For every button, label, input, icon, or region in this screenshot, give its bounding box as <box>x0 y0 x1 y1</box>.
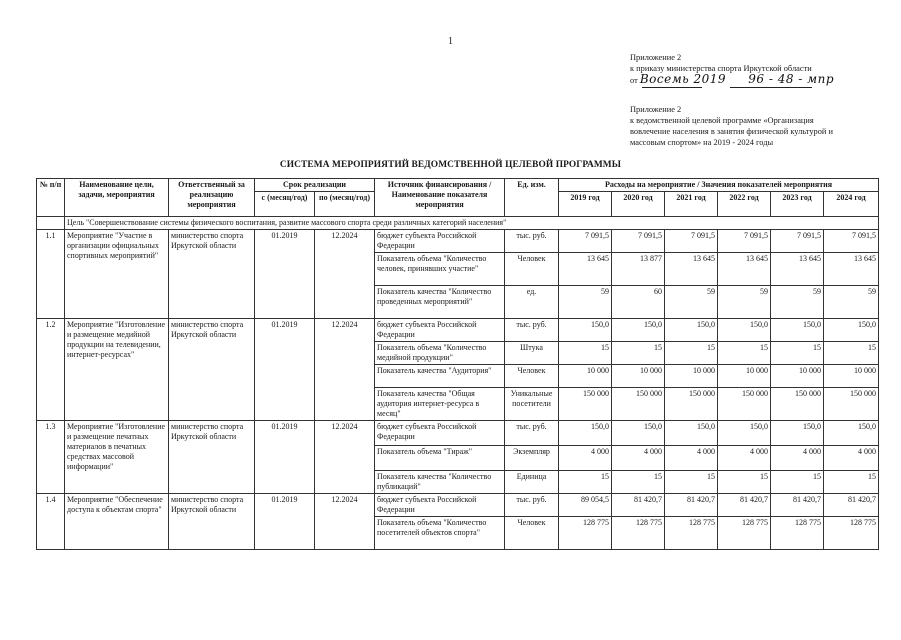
row-unit: Человек <box>505 517 559 550</box>
row-source: Показатель объема "Количество человек, принявших участие" <box>375 253 505 286</box>
value-cell: 10 000 <box>824 365 879 388</box>
value-cell: 150,0 <box>824 421 879 446</box>
activity-num: 1.4 <box>37 494 65 550</box>
activity-name: Мероприятие "Изготовление и размещение печатных материалов в печатных средствах массовой информации" <box>65 421 169 494</box>
value-cell: 150 000 <box>665 388 718 421</box>
value-cell: 13 645 <box>718 253 771 286</box>
value-cell: 13 645 <box>824 253 879 286</box>
header-year: 2023 год <box>771 192 824 217</box>
goal-text: Цель "Совершенствование системы физического воспитания, развитие массового спорта среди различных категорий населения" <box>65 217 879 230</box>
value-cell: 15 <box>824 342 879 365</box>
activity-from: 01.2019 <box>255 494 315 550</box>
value-cell: 15 <box>559 471 612 494</box>
appendix-order-title: Приложение 2 <box>630 53 682 62</box>
table-row <box>37 494 879 517</box>
value-cell: 150,0 <box>612 319 665 342</box>
value-cell: 15 <box>718 342 771 365</box>
row-source: Показатель качества "Общая аудитория интернет-ресурса в месяц" <box>375 388 505 421</box>
value-cell: 59 <box>771 286 824 319</box>
appendix-program-line-1: к ведомственной целевой программе «Организация <box>630 116 814 125</box>
value-cell: 15 <box>665 471 718 494</box>
header-term-to: по (месяц/год) <box>315 192 375 217</box>
value-cell: 150,0 <box>824 319 879 342</box>
value-cell: 59 <box>718 286 771 319</box>
activity-to: 12.2024 <box>315 494 375 550</box>
header-num: № п/п <box>37 179 65 217</box>
value-cell: 128 775 <box>612 517 665 550</box>
value-cell: 128 775 <box>718 517 771 550</box>
value-cell: 15 <box>612 342 665 365</box>
appendix-program-title: Приложение 2 <box>630 105 682 114</box>
value-cell: 128 775 <box>559 517 612 550</box>
value-cell: 4 000 <box>665 446 718 471</box>
order-date-prefix: от <box>630 76 638 85</box>
header-term: Срок реализации <box>255 179 375 192</box>
row-unit: Человек <box>505 253 559 286</box>
handwritten-order-date: Восемь 2019 <box>639 72 727 86</box>
value-cell: 150,0 <box>665 319 718 342</box>
activity-responsible: министерство спорта Иркутской области <box>169 230 255 319</box>
value-cell: 150,0 <box>718 319 771 342</box>
value-cell: 13 645 <box>771 253 824 286</box>
value-cell: 7 091,5 <box>665 230 718 253</box>
activity-from: 01.2019 <box>255 421 315 494</box>
activity-responsible: министерство спорта Иркутской области <box>169 421 255 494</box>
value-cell: 150,0 <box>771 319 824 342</box>
activity-num: 1.3 <box>37 421 65 494</box>
row-unit: ед. <box>505 286 559 319</box>
activity-responsible: министерство спорта Иркутской области <box>169 494 255 550</box>
value-cell: 10 000 <box>718 365 771 388</box>
row-source: Показатель качества "Количество проведенных мероприятий" <box>375 286 505 319</box>
value-cell: 15 <box>665 342 718 365</box>
value-cell: 150 000 <box>718 388 771 421</box>
row-unit: тыс. руб. <box>505 319 559 342</box>
number-underline <box>730 87 812 88</box>
page-number: 1 <box>448 36 453 47</box>
value-cell: 15 <box>771 342 824 365</box>
value-cell: 150 000 <box>559 388 612 421</box>
row-unit: Человек <box>505 365 559 388</box>
header-year: 2019 год <box>559 192 612 217</box>
row-unit: тыс. руб. <box>505 230 559 253</box>
handwritten-order-number: 96 - 48 - мпр <box>748 72 834 86</box>
date-underline <box>642 87 702 88</box>
header-source: Источник финансирования / Наименование показателя мероприятия <box>375 179 505 217</box>
value-cell: 81 420,7 <box>771 494 824 517</box>
activity-name: Мероприятие "Обеспечение доступа к объектам спорта" <box>65 494 169 550</box>
activity-from: 01.2019 <box>255 319 315 421</box>
table-row <box>37 230 879 253</box>
value-cell: 59 <box>824 286 879 319</box>
activity-to: 12.2024 <box>315 230 375 319</box>
header-responsible: Ответственный за реализацию мероприятия <box>169 179 255 217</box>
value-cell: 81 420,7 <box>665 494 718 517</box>
value-cell: 10 000 <box>612 365 665 388</box>
value-cell: 128 775 <box>771 517 824 550</box>
table-row <box>37 421 879 446</box>
activity-num: 1.1 <box>37 230 65 319</box>
value-cell: 7 091,5 <box>612 230 665 253</box>
value-cell: 81 420,7 <box>824 494 879 517</box>
value-cell: 150 000 <box>612 388 665 421</box>
value-cell: 128 775 <box>665 517 718 550</box>
value-cell: 7 091,5 <box>824 230 879 253</box>
value-cell: 15 <box>824 471 879 494</box>
row-unit: Уникальные посетители <box>505 388 559 421</box>
header-year: 2021 год <box>665 192 718 217</box>
value-cell: 15 <box>771 471 824 494</box>
row-source: Показатель качества "Аудитория" <box>375 365 505 388</box>
value-cell: 60 <box>612 286 665 319</box>
value-cell: 10 000 <box>771 365 824 388</box>
value-cell: 10 000 <box>559 365 612 388</box>
header-year: 2022 год <box>718 192 771 217</box>
value-cell: 4 000 <box>718 446 771 471</box>
value-cell: 15 <box>559 342 612 365</box>
value-cell: 150,0 <box>612 421 665 446</box>
goal-row <box>37 217 879 230</box>
document-title: СИСТЕМА МЕРОПРИЯТИЙ ВЕДОМСТВЕННОЙ ЦЕЛЕВОЙ ПРОГРАММЫ <box>279 160 622 170</box>
header-unit: Ед. изм. <box>505 179 559 217</box>
row-source: бюджет субъекта Российской Федерации <box>375 319 505 342</box>
order-date-line <box>630 74 834 88</box>
value-cell: 13 645 <box>665 253 718 286</box>
appendix-program-line-2: вовлечение населения в занятия физической культурой и <box>630 127 833 136</box>
value-cell: 59 <box>665 286 718 319</box>
header-year: 2020 год <box>612 192 665 217</box>
value-cell: 13 877 <box>612 253 665 286</box>
activity-to: 12.2024 <box>315 421 375 494</box>
activity-from: 01.2019 <box>255 230 315 319</box>
value-cell: 4 000 <box>771 446 824 471</box>
row-source: Показатель объема "Количество посетителей объектов спорта" <box>375 517 505 550</box>
row-source: Показатель объема "Количество медийной продукции" <box>375 342 505 365</box>
value-cell: 128 775 <box>824 517 879 550</box>
appendix-program-block <box>630 104 880 148</box>
value-cell: 150,0 <box>718 421 771 446</box>
value-cell: 81 420,7 <box>612 494 665 517</box>
value-cell: 150,0 <box>559 421 612 446</box>
row-source: бюджет субъекта Российской Федерации <box>375 494 505 517</box>
row-unit: тыс. руб. <box>505 421 559 446</box>
value-cell: 4 000 <box>612 446 665 471</box>
value-cell: 7 091,5 <box>718 230 771 253</box>
value-cell: 13 645 <box>559 253 612 286</box>
value-cell: 15 <box>718 471 771 494</box>
appendix-program-line-3: массовым спортом» на 2019 - 2024 годы <box>630 138 774 147</box>
table-row <box>37 319 879 342</box>
row-unit: Экземпляр <box>505 446 559 471</box>
value-cell: 4 000 <box>824 446 879 471</box>
value-cell: 59 <box>559 286 612 319</box>
row-source: Показатель качества "Количество публикаций" <box>375 471 505 494</box>
activities-table <box>36 178 879 550</box>
row-unit: Штука <box>505 342 559 365</box>
header-name: Наименование цели, задачи, мероприятия <box>65 179 169 217</box>
row-source: бюджет субъекта Российской Федерации <box>375 230 505 253</box>
activity-num: 1.2 <box>37 319 65 421</box>
goal-num-cell <box>37 217 65 230</box>
value-cell: 15 <box>612 471 665 494</box>
value-cell: 7 091,5 <box>559 230 612 253</box>
row-source: Показатель объема "Тираж" <box>375 446 505 471</box>
value-cell: 7 091,5 <box>771 230 824 253</box>
value-cell: 4 000 <box>559 446 612 471</box>
activity-responsible: министерство спорта Иркутской области <box>169 319 255 421</box>
activity-name: Мероприятие "Участие в организации официальных спортивных мероприятий" <box>65 230 169 319</box>
value-cell: 150,0 <box>665 421 718 446</box>
row-unit: Единица <box>505 471 559 494</box>
row-unit: тыс. руб. <box>505 494 559 517</box>
activity-to: 12.2024 <box>315 319 375 421</box>
activity-name: Мероприятие "Изготовление и размещение медийной продукции на телевидении, интернет-ресурсах" <box>65 319 169 421</box>
value-cell: 150 000 <box>771 388 824 421</box>
value-cell: 150 000 <box>824 388 879 421</box>
value-cell: 150,0 <box>771 421 824 446</box>
value-cell: 150,0 <box>559 319 612 342</box>
row-source: бюджет субъекта Российской Федерации <box>375 421 505 446</box>
appendix-order-block <box>630 52 834 88</box>
header-expenses: Расходы на мероприятие / Значения показателей мероприятия <box>559 179 879 192</box>
header-year: 2024 год <box>824 192 879 217</box>
value-cell: 89 054,5 <box>559 494 612 517</box>
header-term-from: с (месяц/год) <box>255 192 315 217</box>
value-cell: 10 000 <box>665 365 718 388</box>
value-cell: 81 420,7 <box>718 494 771 517</box>
appendix-order-ref: к приказу министерства спорта Иркутской области <box>630 64 812 73</box>
header-row-1 <box>37 179 879 192</box>
